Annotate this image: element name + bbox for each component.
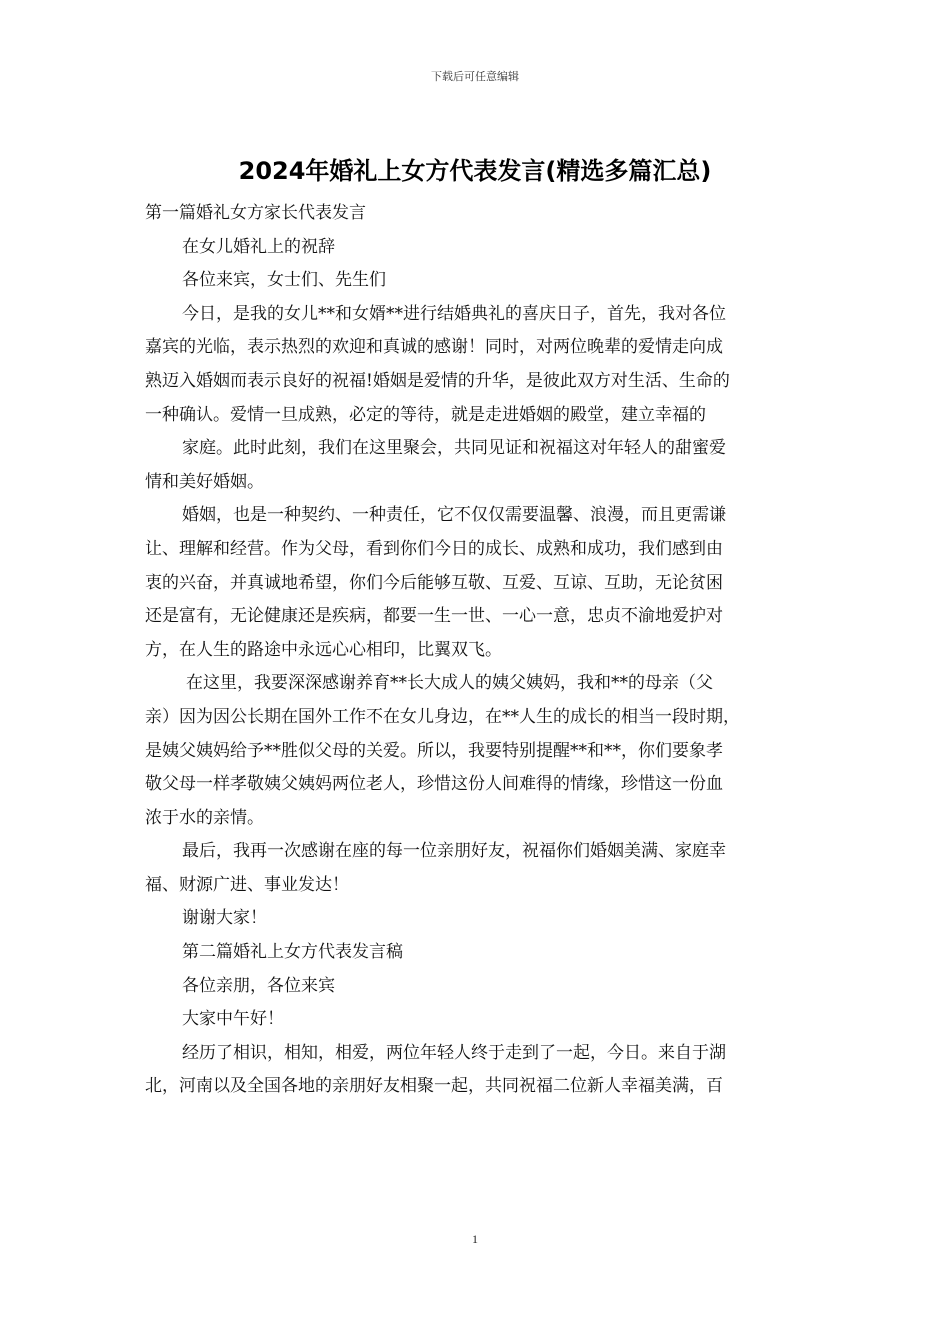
paragraph-line: 福、财源广进、事业发达！ — [145, 874, 349, 895]
paragraph-line: 各位亲朋，各位来宾 — [182, 975, 335, 996]
paragraph-line: 在女儿婚礼上的祝辞 — [182, 236, 335, 257]
paragraph-line: 让、理解和经营。作为父母，看到你们今日的成长、成熟和成功，我们感到由 — [145, 538, 723, 559]
page-number: 1 — [472, 1232, 478, 1246]
paragraph-line: 第二篇婚礼上女方代表发言稿 — [182, 942, 403, 963]
document-title: 2024年婚礼上女方代表发言(精选多篇汇总) — [238, 157, 712, 185]
paragraph-line: 家庭。此时此刻，我们在这里聚会，共同见证和祝福这对年轻人的甜蜜爱 — [182, 438, 726, 459]
paragraph-line: 嘉宾的光临，表示热烈的欢迎和真诚的感谢！同时，对两位晚辈的爱情走向成 — [145, 337, 723, 358]
paragraph-line: 情和美好婚姻。 — [145, 471, 264, 492]
paragraph-line: 第一篇婚礼女方家长代表发言 — [145, 203, 366, 223]
paragraph-line: 最后，我再一次感谢在座的每一位亲朋好友，祝福你们婚姻美满、家庭幸 — [182, 841, 726, 862]
page-header-note: 下载后可任意编辑 — [431, 70, 519, 83]
paragraph-line: 方，在人生的路途中永远心心相印，比翼双飞。 — [145, 639, 502, 660]
paragraph-line: 婚姻，也是一种契约、一种责任，它不仅仅需要温馨、浪漫，而且更需谦 — [182, 505, 726, 526]
paragraph-line: 大家中午好！ — [182, 1009, 284, 1030]
paragraph-line: 衷的兴奋，并真诚地希望，你们今后能够互敬、互爱、互谅、互助，无论贫困 — [145, 572, 723, 593]
paragraph-line: 经历了相识，相知，相爱，两位年轻人终于走到了一起，今日。来自于湖 — [182, 1042, 726, 1063]
paragraph-line: 敬父母一样孝敬姨父姨妈两位老人，珍惜这份人间难得的情缘，珍惜这一份血 — [145, 774, 723, 795]
document-body — [145, 197, 813, 1104]
paragraph-line: 一种确认。爱情一旦成熟，必定的等待，就是走进婚姻的殿堂，建立幸福的 — [145, 404, 706, 425]
paragraph-line: 北，河南以及全国各地的亲朋好友相聚一起，共同祝福二位新人幸福美满，百 — [145, 1076, 723, 1097]
paragraph-line: 今日，是我的女儿**和女婿**进行结婚典礼的喜庆日子，首先，我对各位 — [182, 303, 726, 324]
paragraph-line: 是姨父姨妈给予**胜似父母的关爱。所以，我要特别提醒**和**，你们要象孝 — [145, 740, 723, 761]
paragraph-line: 各位来宾，女士们、先生们 — [182, 270, 386, 291]
paragraph-line: 熟迈入婚姻而表示良好的祝福!婚姻是爱情的升华，是彼此双方对生活、生命的 — [145, 370, 730, 391]
paragraph-line: 还是富有，无论健康还是疾病，都要一生一世、一心一意，忠贞不渝地爱护对 — [145, 606, 723, 627]
paragraph-line: 在这里，我要深深感谢养育**长大成人的姨父姨妈，我和**的母亲（父 — [186, 673, 713, 694]
paragraph-line: 亲）因为因公长期在国外工作不在女儿身边，在**人生的成长的相当一段时期， — [145, 706, 740, 727]
paragraph-line: 浓于水的亲情。 — [145, 807, 264, 828]
paragraph-line: 谢谢大家！ — [182, 908, 267, 929]
